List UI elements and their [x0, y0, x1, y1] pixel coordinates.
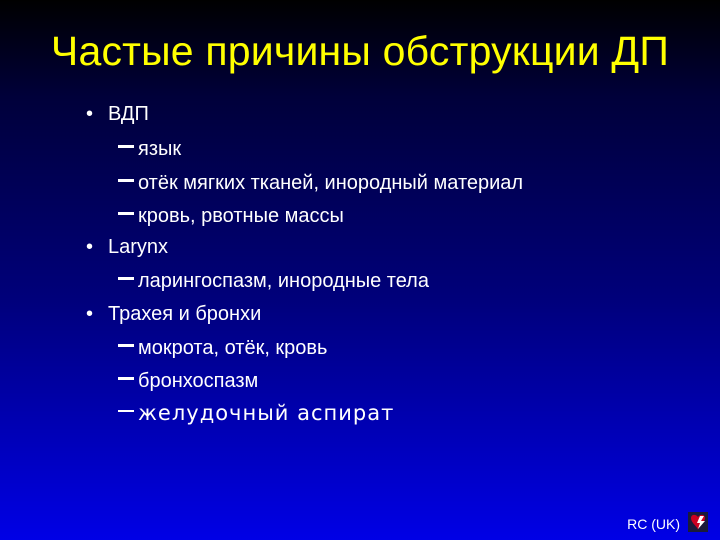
dash-icon [118, 145, 134, 148]
dash-icon [118, 179, 134, 182]
bullet-dot-icon: • [86, 303, 94, 325]
bullet-item-trachea [86, 303, 262, 326]
sub-item: кровь, рвотные массы [118, 205, 344, 228]
bullet-item-larynx [86, 236, 169, 259]
bullet-label: Трахея и бронхи [108, 303, 262, 325]
dash-icon [118, 344, 134, 347]
sub-item: бронхоспазм [118, 370, 258, 393]
sub-item: ларингоспазм, инородные тела [118, 270, 429, 293]
rc-uk-heart-logo-icon [688, 512, 708, 532]
footer-text: RC (UK) [627, 516, 680, 532]
bullet-label: ВДП [108, 103, 149, 125]
sub-item: отёк мягких тканей, инородный материал [118, 172, 523, 195]
dash-icon [118, 212, 134, 215]
sub-item: мокрота, отёк, кровь [118, 337, 327, 360]
slide-title: Частые причины обструкции ДП [50, 28, 670, 74]
bullet-item-vdp [86, 103, 149, 126]
dash-icon [118, 377, 134, 380]
bullet-dot-icon: • [86, 103, 94, 125]
sub-item: желудочный аспират [118, 401, 394, 425]
dash-icon [118, 277, 134, 280]
sub-item: язык [118, 138, 181, 161]
bullet-dot-icon: • [86, 236, 94, 258]
dash-icon [118, 410, 134, 412]
bullet-label: Larynx [108, 236, 169, 258]
